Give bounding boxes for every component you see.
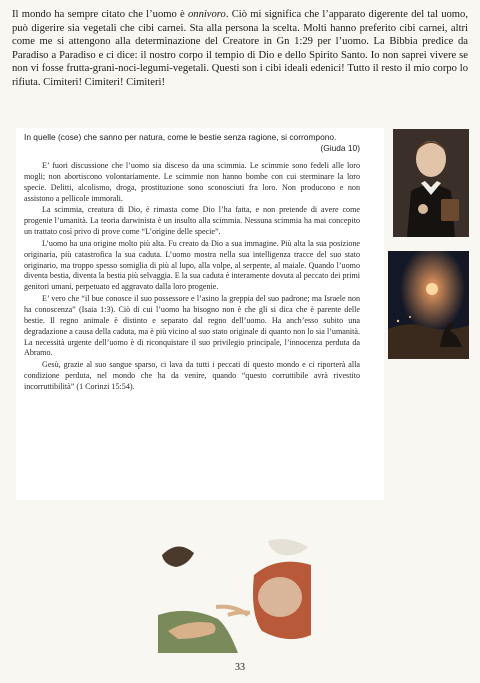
intro-text-after: . Ciò mi significa che l’apparato digerente del tal uomo, può digerire sia vegetali che cibi carnei. Sta alla persona la scelta. Molti hanno preferito cibi carnei, altri come me si attengono alla determinazione del Creatore in Gn 1:29 per l’uomo. La Bibbia predice da Paradiso a Paradiso e ci dice: il nostro corpo il tempio di Dio e dello Spirito Santo. Io non saprei vivere se non vi fosse frutta-grani-noci-legumi-vegetali. Questi son i cibi ideali edenici! Tutto il resto il mio corpo lo rifiuta. Cimiteri! Cimiteri! Cimiteri!: [12, 9, 468, 88]
dinosaur-illustration: [388, 251, 469, 359]
intro-text-before: Il mondo ha sempre citato che l’uomo è: [12, 9, 188, 20]
article-paragraph-2: La scimmia, creatura di Dio, è rimasta come Dio l’ha fatta, e non pretende di avere come progenie l’umanità. La teoria darwinista è un insulto alla scimmia. Nessuna scimmia ha mai concepito un trattato così privo di prove come “L’origine delle specie”.: [24, 205, 360, 237]
article-paragraph-4: E’ vero che “il bue conosce il suo possessore e l’asino la greppia del suo padrone; ma Israele non ha conoscenza” (Isaia 1:3). Ciò di cui l’uomo ha bisogno non è che gli si dica che è parente delle bestie. Il regno animale è distinto e separato dal regno dell’uomo. Ha anch’esso subito una degradazione a causa della caduta, ma è più vicino al suo stato originale di quanto non lo sia l’umanità. La necessità urgente dell’uomo è di riconquistare il suo privilegio principale, l’innocenza perduta da Abramo.: [24, 294, 360, 358]
intro-paragraph: [12, 8, 468, 90]
article-paragraph-5: Gesù, grazie al suo sangue sparso, ci lava da tutti i peccati di questo mondo e ci riporterà alla condizione perduta, nel mondo che ha da venire, quando “questo corruttibile avrà rivestito incorruttibilità” (1 Corinzi 15:54).: [24, 360, 360, 391]
portrait-illustration: [393, 129, 469, 237]
page-number: 33: [235, 662, 245, 673]
dinosaur-scene-photo: [388, 251, 469, 359]
fresco-image: [158, 535, 311, 653]
quote-reference: (Giuda 10): [320, 143, 360, 153]
article-paragraph-3: L’uomo ha una origine molto più alta. Fu creato da Dio a sua immagine. Più alta la sua posizione originaria, più catastrofica la sua caduta. L’uomo mostra nella sua intelligenza tracce del suo stato originario, ma troppo spesso somiglia di più al lupo, alla volpe, al serpente, al maiale. Quando l’uomo diventa bestia, diventa la bestia più selvaggia. E la sua caduta è interamente dovuta al peccato dei primi genitori umani, perpetuato ed aggravato dalla loro progenie.: [24, 238, 360, 292]
article-body: [24, 161, 360, 394]
article-paragraph-1: E’ fuori discussione che l’uomo sia disceso da una scimmia. Le scimmie sono fedeli alle loro mogli; non abortiscono volontariamente. Le scimmie non hanno bombe con cui sterminare la loro specie. Delitti, alcolismo, droga, prostituzione sono sconosciuti fra loro. Non producono e non assistono a pellicole immorali.: [24, 161, 360, 203]
article-quote: [24, 132, 360, 154]
creation-of-adam-illustration: [158, 535, 311, 653]
portrait-photo: [393, 129, 469, 237]
intro-emphasis: onnivoro: [187, 9, 226, 20]
quote-text: In quelle (cose) che sanno per natura, come le bestie senza ragione, si corrompono.: [24, 132, 337, 142]
